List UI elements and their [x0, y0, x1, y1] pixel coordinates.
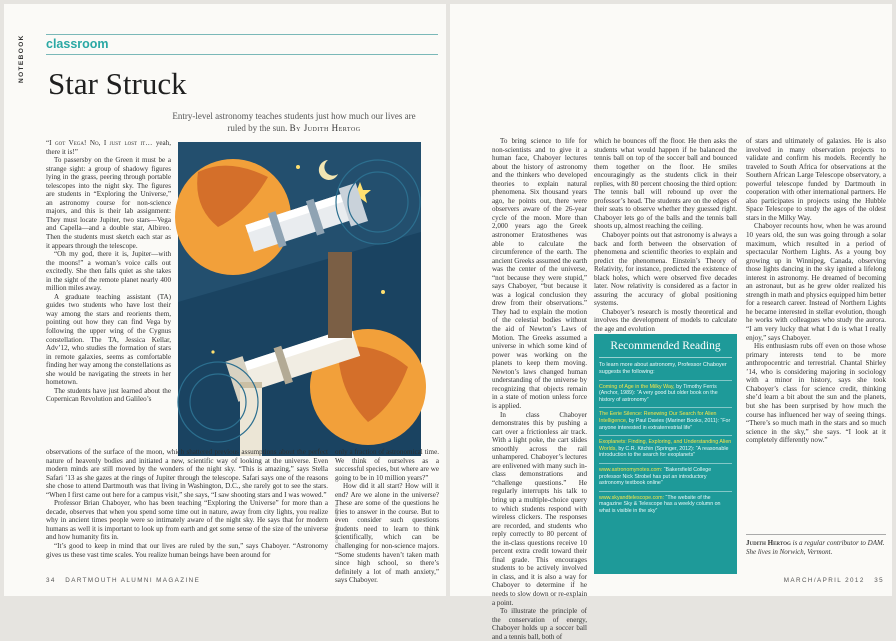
left-spanning-column: [46, 448, 328, 576]
recommended-reading-box: [594, 334, 737, 574]
byline: By Judith Hertog: [289, 123, 361, 133]
top-rule: [46, 34, 438, 35]
paragraph: Chaboyer’s research is mostly theoretical and involves the development of models to calculate the age and evolution: [594, 307, 737, 334]
deck: [164, 110, 424, 134]
deck-line2: ruled by the sun.: [227, 123, 288, 133]
reading-item: [599, 380, 732, 404]
illustration-credit: GORDON STUDER: [335, 504, 339, 543]
reading-item-title: Exoplanets: Finding, Exploring, and Understanding Alien Worlds,: [599, 439, 732, 452]
page-number: 35: [874, 577, 884, 584]
left-column-1: [46, 139, 171, 446]
paragraph: His enthusiasm rubs off even on those whose primary interests tend to be more anthropocentric and terrestrial. Chantal Shirley ’14, who is considering majoring in sociology with a minor in history, says she took Chaboyer’s class for science credit, thinking she’d learn a bit about the sun and the planets, but she has been surprised by how much the course has influenced her way of seeing things. “There’s so much math in the stars and so much science in the sky,” she says. “I look at it completely differently now.”: [746, 342, 886, 445]
reading-item-title: www.skyandtelescope.com:: [599, 494, 665, 501]
reading-item-title: The Eerie Silence: Renewing Our Search for Alien Intelligence,: [599, 411, 717, 424]
left-column-3: [335, 448, 439, 585]
illustration: [178, 142, 421, 456]
footer-right: [784, 577, 884, 584]
reading-item-title: Coming of Age in the Milky Way,: [599, 383, 675, 390]
reading-item: [599, 435, 732, 459]
footer-left: [46, 577, 200, 584]
paragraph: Chaboyer recounts how, when he was around 10 years old, the sun was going through a solar maximum, which resulted in a period of spectacular Northern Lights. As a young boy growing up in Winnipeg, Canada, observing those lights dancing in the sky ignited a lifelong interest in astronomy. He dreamed of becoming an astronaut, but as he grew older realized his strength in math and physics equipped him better for a research career. Instead of Northern Lights he became interested in stellar evolution, though he works with colleagues who study the aurora. “I am very lucky that what I do is what I really enjoy,” says Chaboyer.: [746, 222, 886, 342]
paragraph: “It’s good to keep in mind that our lives are ruled by the sun,” says Chaboyer. “Astronomy gives us these vast time scales. You realize human beings have been around for: [46, 542, 328, 559]
paragraph: The students have just learned about the Copernican Revolution and Galileo’s: [46, 386, 171, 404]
left-page: [4, 4, 446, 596]
reading-item-detail: by C.R. Kitchin (Springer, 2012): “A reasonable introduction to the search for exoplanets”: [599, 445, 729, 459]
right-page: [450, 4, 892, 641]
lead-rest: yeah, there it is!”: [46, 139, 171, 156]
lead-caps: “I got Vega! No, I just lost it…: [46, 139, 153, 147]
reading-item-detail: “The website of the magazine Sky & Telescope has a weekly column on what is visible in the sky”: [599, 494, 721, 514]
reading-item: [599, 491, 732, 515]
reading-item-detail: “Bakersfield College professor Nick Strobel has put an introductory astronomy textbook online”: [599, 466, 712, 487]
section-label: NOTEBOOK: [18, 34, 25, 83]
paragraph: To passersby on the Green it must be a strange sight: a group of shadowy figures lying in the grass, peering through portable telescopes into the night sky. The figures are students in “Exploring the Universe,” an astronomy course for non-science majors, and this is their lab assignment: They must locate Jupiter, two stars—Vega and Capella—and a double star, Albireo. Then the students must sketch each star as it appears through the telescope.: [46, 156, 171, 250]
reading-item-detail: by Timothy Ferris (Anchor, 1989): “A very good but older book on the history of astronomy”: [599, 383, 718, 403]
right-column-2: [594, 137, 737, 334]
paragraph: “Oh my god, there it is, Jupiter—with the moons!” a woman’s voice calls out excitedly. She then falls quiet as she takes in the sight of the remote planet nearly 400 million miles away.: [46, 250, 171, 293]
paragraph: To bring science to life for non-scientists and to give it a human face, Chaboyer lectures about the history of astronomy and the thinkers who developed theories to explain natural phenomena. Six thousand years ago, he points out, there were observers aware of the 26-year cycle of the moon. More than 2,000 years ago the Greek astronomer Eratosthenes was able to calculate the circumference of the earth. The ancient Greeks assumed the earth was the center of the universe, “not because they were stupid,” says Chaboyer, “but because it was a logical conclusion they drew from their observations.” They had to explain the motion of the celestial bodies without the aid of Newton’s Laws of Motion. The Greeks assumed a universe in which some kind of power was working on the planets to keep them moving. Newton’s laws changed human understanding of the universe by recognizing that objects remain in a state of motion unless force is applied.: [492, 137, 587, 410]
author-bio-text: is a regular contributor to DAM. She lives in Norwich, Vermont.: [746, 539, 885, 556]
right-column-3: [746, 137, 886, 530]
paragraph: Chaboyer points out that astronomy is always a back and forth between the observation of phenomena and scientific theories to explain and predict the phenomena. Einstein’s Theory of Relativity, for instance, predicted the existence of black holes, which were observed five decades later. Now relativity is considered as a factor in assuring the accuracy of global positioning systems.: [594, 231, 737, 308]
paragraph: To illustrate the principle of the conservation of energy, Chaboyer holds up a soccer ball and a tennis ball, both of: [492, 607, 587, 641]
paragraph: observations of the surface of the moon, which shattered previous assumptions about the perfect nature of heavenly bodies and initiated a new, scientific way of looking at the universe. Even modern minds are still moved by the wonders of the night sky. “This is amazing,” says Stella Safari ’13 as she gazes at the rings of Jupiter through the telescope. Safari says one of the reasons she chose to attend Dartmouth was that living in Washington, D.C., she rarely got to see the stars. “When I first came out here for a campus visit,” she says, “I saw shooting stars and I was wowed.”: [46, 448, 328, 499]
paragraph: Professor Brian Chaboyer, who has been teaching “Exploring the Universe” for more than a decade, observes that when you spend some time out in nature, away from city lights, you realize why in ancient times people were so intimately aware of the night sky. He says that for modern humans as well it is important to look up from earth and get some sense of the size of the universe and how humanity fits in.: [46, 499, 328, 542]
paragraph: of stars and ultimately of galaxies. He is also involved in many observation projects to validate and confirm his models. Recently he traveled to South Africa for observations at the Southern African Large Telescope observatory, a powerful telescope funded by Dartmouth in cooperation with other international partners. He also participates in projects using the Hubble Space Telescope to study the ages of the oldest stars in the Milky Way.: [746, 137, 886, 222]
paragraph: How did it all start? How will it end? Are we alone in the universe? These are some of the questions he tries to answer in the course. But to even consider such questions students need to learn to think scientifically, which can be challenging for non-science majors. “Some students haven’t taken math since high school, so there’s definitely a lot of math anxiety,” says Chaboyer.: [335, 482, 439, 585]
author-bio: [746, 534, 886, 556]
telescope-illustration: [178, 142, 421, 456]
kicker-rule: [46, 54, 438, 55]
reading-item-title: www.astronomynotes.com:: [599, 466, 663, 473]
reading-item: [599, 407, 732, 431]
deck-line1: Entry-level astronomy teaches students just how much our lives are: [172, 111, 416, 121]
author-name: Judith Hertog: [746, 539, 791, 547]
page-number: 34: [46, 577, 56, 584]
paragraph: which he bounces off the floor. He then asks the students what would happen if he balanced the tennis ball on top of the soccer ball and bounced them together on the floor. He smiles encouragingly as the students click in their replies, with 80 percent choosing the third option: The tennis ball will rebound up over the professor’s head. The students are on the edges of their seats to observe whether they guessed right. Chaboyer lets go of the balls and the tennis ball shoots up, almost reaching the ceiling.: [594, 137, 737, 231]
sidebar-intro: To learn more about astronomy, Professor Chaboyer suggests the following:: [599, 362, 727, 375]
sidebar-title: Recommended Reading: [599, 334, 732, 358]
reading-item-detail: by Paul Davies (Mariner Books, 2011): “For anyone interested in extraterrestrial life”: [599, 417, 731, 431]
right-column-1: [492, 137, 588, 641]
paragraph: A graduate teaching assistant (TA) guides two students who have lost their way among the stars and reorients them, pointing out how they can find Vega by following the upper wing of the Cygnus constellation. The TA, Jessica Kellar, Adv’12, who studies the formation of stars in remote galaxies, seems as comfortable finding her way among the constellations as she would be navigating the streets in her hometown.: [46, 292, 171, 387]
paragraph: In class Chaboyer demonstrates this by pushing a cart over a frictionless air track. With a light poke, the cart slides smoothly across the rail unhampered. Chaboyer’s lectures are enlivened with many such in-class demonstrations and “challenge questions.” He regularly interrupts his talk to bring up a multiple-choice query to which students respond with wireless clickers. The responses are recorded, and students who reply correctly to 80 percent of the in-class questions receive 10 percent extra credit toward their final grade. This encourages students to be actively involved in class, and it is also a way for Chaboyer to determine if he needs to slow down or re-explain a point.: [492, 410, 588, 607]
article-title: Star Struck: [48, 66, 187, 101]
magazine-name: DARTMOUTH ALUMNI MAGAZINE: [65, 577, 201, 584]
issue-date: MARCH/APRIL 2012: [783, 577, 865, 584]
paragraph: only a fraction of astronomical time. We think of ourselves as a successful species, but where are we going to be in 10 million years?”: [335, 448, 439, 482]
kicker: classroom: [46, 37, 109, 51]
reading-item: [599, 463, 732, 487]
